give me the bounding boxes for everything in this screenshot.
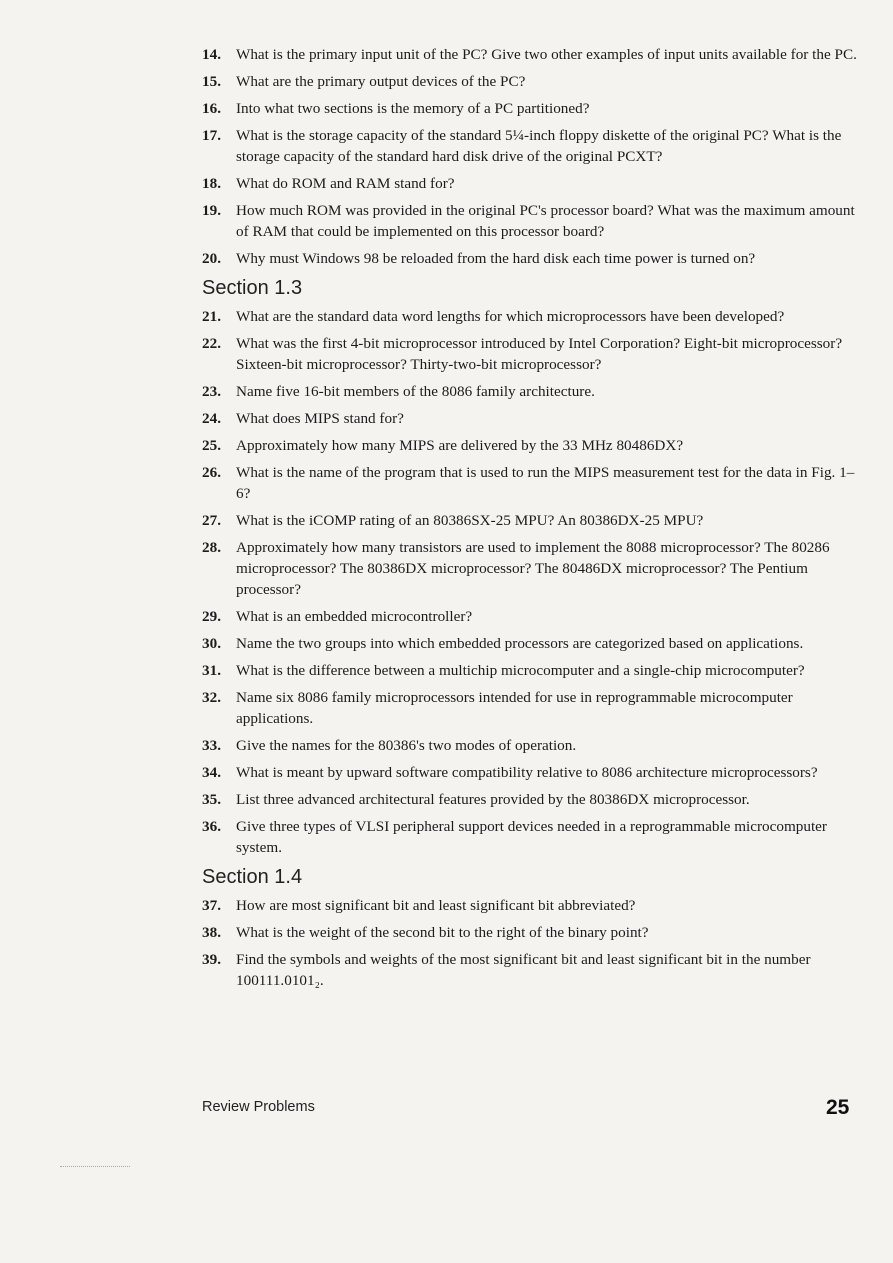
problem-item: [202, 735, 867, 756]
problem-number: 21.: [202, 308, 221, 325]
problem-number: 24.: [202, 410, 221, 427]
problem-number: 25.: [202, 437, 221, 454]
problem-list-section-1-4: [202, 895, 867, 991]
problem-text: Name the two groups into which embedded processors are categorized based on applications.: [236, 635, 804, 652]
problem-text: What do ROM and RAM stand for?: [236, 175, 455, 192]
problem-number: 14.: [202, 46, 221, 63]
problem-item: [202, 248, 867, 269]
scan-artifact: [60, 1160, 130, 1167]
problem-number: 16.: [202, 100, 221, 117]
problem-number: 36.: [202, 818, 221, 835]
problem-item: [202, 408, 867, 429]
problem-number: 26.: [202, 464, 221, 481]
problem-text: Find the symbols and weights of the most significant bit and least significant bit in the number 100111.0101₂.: [236, 951, 811, 989]
problem-number: 22.: [202, 335, 221, 352]
page-number: 25: [826, 1096, 850, 1119]
running-footer: Review Problems: [202, 1099, 315, 1115]
problem-text: What is meant by upward software compatibility relative to 8086 architecture microprocessors?: [236, 764, 818, 781]
problem-item: [202, 633, 867, 654]
problem-text: How much ROM was provided in the original PC's processor board? What was the maximum amount of RAM that could be implemented on this processor board?: [236, 202, 855, 240]
problem-list-section-1-3: [202, 306, 867, 858]
problem-number: 35.: [202, 791, 221, 808]
problem-item: [202, 435, 867, 456]
problem-item: [202, 333, 867, 375]
problem-item: [202, 98, 867, 119]
problem-number: 27.: [202, 512, 221, 529]
problem-number: 19.: [202, 202, 221, 219]
problem-number: 28.: [202, 539, 221, 556]
problem-item: [202, 816, 867, 858]
problem-number: 32.: [202, 689, 221, 706]
problem-text: What does MIPS stand for?: [236, 410, 404, 427]
problem-item: [202, 606, 867, 627]
problem-text: What was the first 4-bit microprocessor introduced by Intel Corporation? Eight-bit microprocessor? Sixteen-bit microprocessor? Thirty-two-bit microprocessor?: [236, 335, 843, 373]
problem-text: What is the primary input unit of the PC? Give two other examples of input units available for the PC.: [236, 46, 857, 63]
problem-item: [202, 173, 867, 194]
problem-item: [202, 687, 867, 729]
problem-text: Approximately how many MIPS are delivered by the 33 MHz 80486DX?: [236, 437, 684, 454]
problem-text: What is the storage capacity of the standard 5¼-inch floppy diskette of the original PC? What is the storage capacity of the standard hard disk drive of the original PCXT?: [236, 127, 842, 165]
problem-text: Give three types of VLSI peripheral support devices needed in a reprogrammable microcomputer system.: [236, 818, 827, 856]
problem-number: 34.: [202, 764, 221, 781]
problem-list-section-1-2: [202, 44, 867, 269]
problem-item: [202, 789, 867, 810]
problem-text: How are most significant bit and least significant bit abbreviated?: [236, 897, 636, 914]
problem-text: List three advanced architectural features provided by the 80386DX microprocessor.: [236, 791, 750, 808]
problem-item: [202, 71, 867, 92]
problem-number: 18.: [202, 175, 221, 192]
problem-text: What is the difference between a multichip microcomputer and a single-chip microcomputer?: [236, 662, 805, 679]
problem-number: 33.: [202, 737, 221, 754]
problem-item: [202, 922, 867, 943]
problem-text: What is the iCOMP rating of an 80386SX-25 MPU? An 80386DX-25 MPU?: [236, 512, 704, 529]
problem-item: [202, 306, 867, 327]
problem-item: [202, 949, 867, 991]
problem-item: [202, 381, 867, 402]
problem-text: Why must Windows 98 be reloaded from the hard disk each time power is turned on?: [236, 250, 756, 267]
problem-text: What is the name of the program that is used to run the MIPS measurement test for the data in Fig. 1–6?: [236, 464, 855, 502]
problem-text: Give the names for the 80386's two modes of operation.: [236, 737, 577, 754]
problem-number: 23.: [202, 383, 221, 400]
problem-content: [202, 44, 867, 997]
problem-number: 37.: [202, 897, 221, 914]
problem-item: [202, 44, 867, 65]
problem-number: 29.: [202, 608, 221, 625]
problem-item: [202, 537, 867, 600]
problem-item: [202, 200, 867, 242]
problem-number: 20.: [202, 250, 221, 267]
problem-text: What are the standard data word lengths for which microprocessors have been developed?: [236, 308, 785, 325]
problem-text: Into what two sections is the memory of a PC partitioned?: [236, 100, 590, 117]
problem-number: 30.: [202, 635, 221, 652]
problem-number: 15.: [202, 73, 221, 90]
section-heading-1-3: Section 1.3: [202, 277, 303, 299]
problem-number: 39.: [202, 951, 221, 968]
problem-item: [202, 462, 867, 504]
problem-number: 38.: [202, 924, 221, 941]
problem-item: [202, 510, 867, 531]
problem-item: [202, 762, 867, 783]
problem-number: 17.: [202, 127, 221, 144]
section-heading-1-4: Section 1.4: [202, 866, 303, 888]
problem-text: What is an embedded microcontroller?: [236, 608, 473, 625]
problem-item: [202, 895, 867, 916]
problem-number: 31.: [202, 662, 221, 679]
problem-item: [202, 660, 867, 681]
problem-text: What is the weight of the second bit to the right of the binary point?: [236, 924, 649, 941]
problem-text: Name five 16-bit members of the 8086 family architecture.: [236, 383, 595, 400]
problem-text: Approximately how many transistors are used to implement the 8088 microprocessor? The 80286 microprocessor? The 80386DX microprocessor? The 80486DX microprocessor? The Pentium processor?: [236, 539, 830, 598]
problem-text: What are the primary output devices of the PC?: [236, 73, 526, 90]
problem-text: Name six 8086 family microprocessors intended for use in reprogrammable microcomputer applications.: [236, 689, 793, 727]
problem-item: [202, 125, 867, 167]
